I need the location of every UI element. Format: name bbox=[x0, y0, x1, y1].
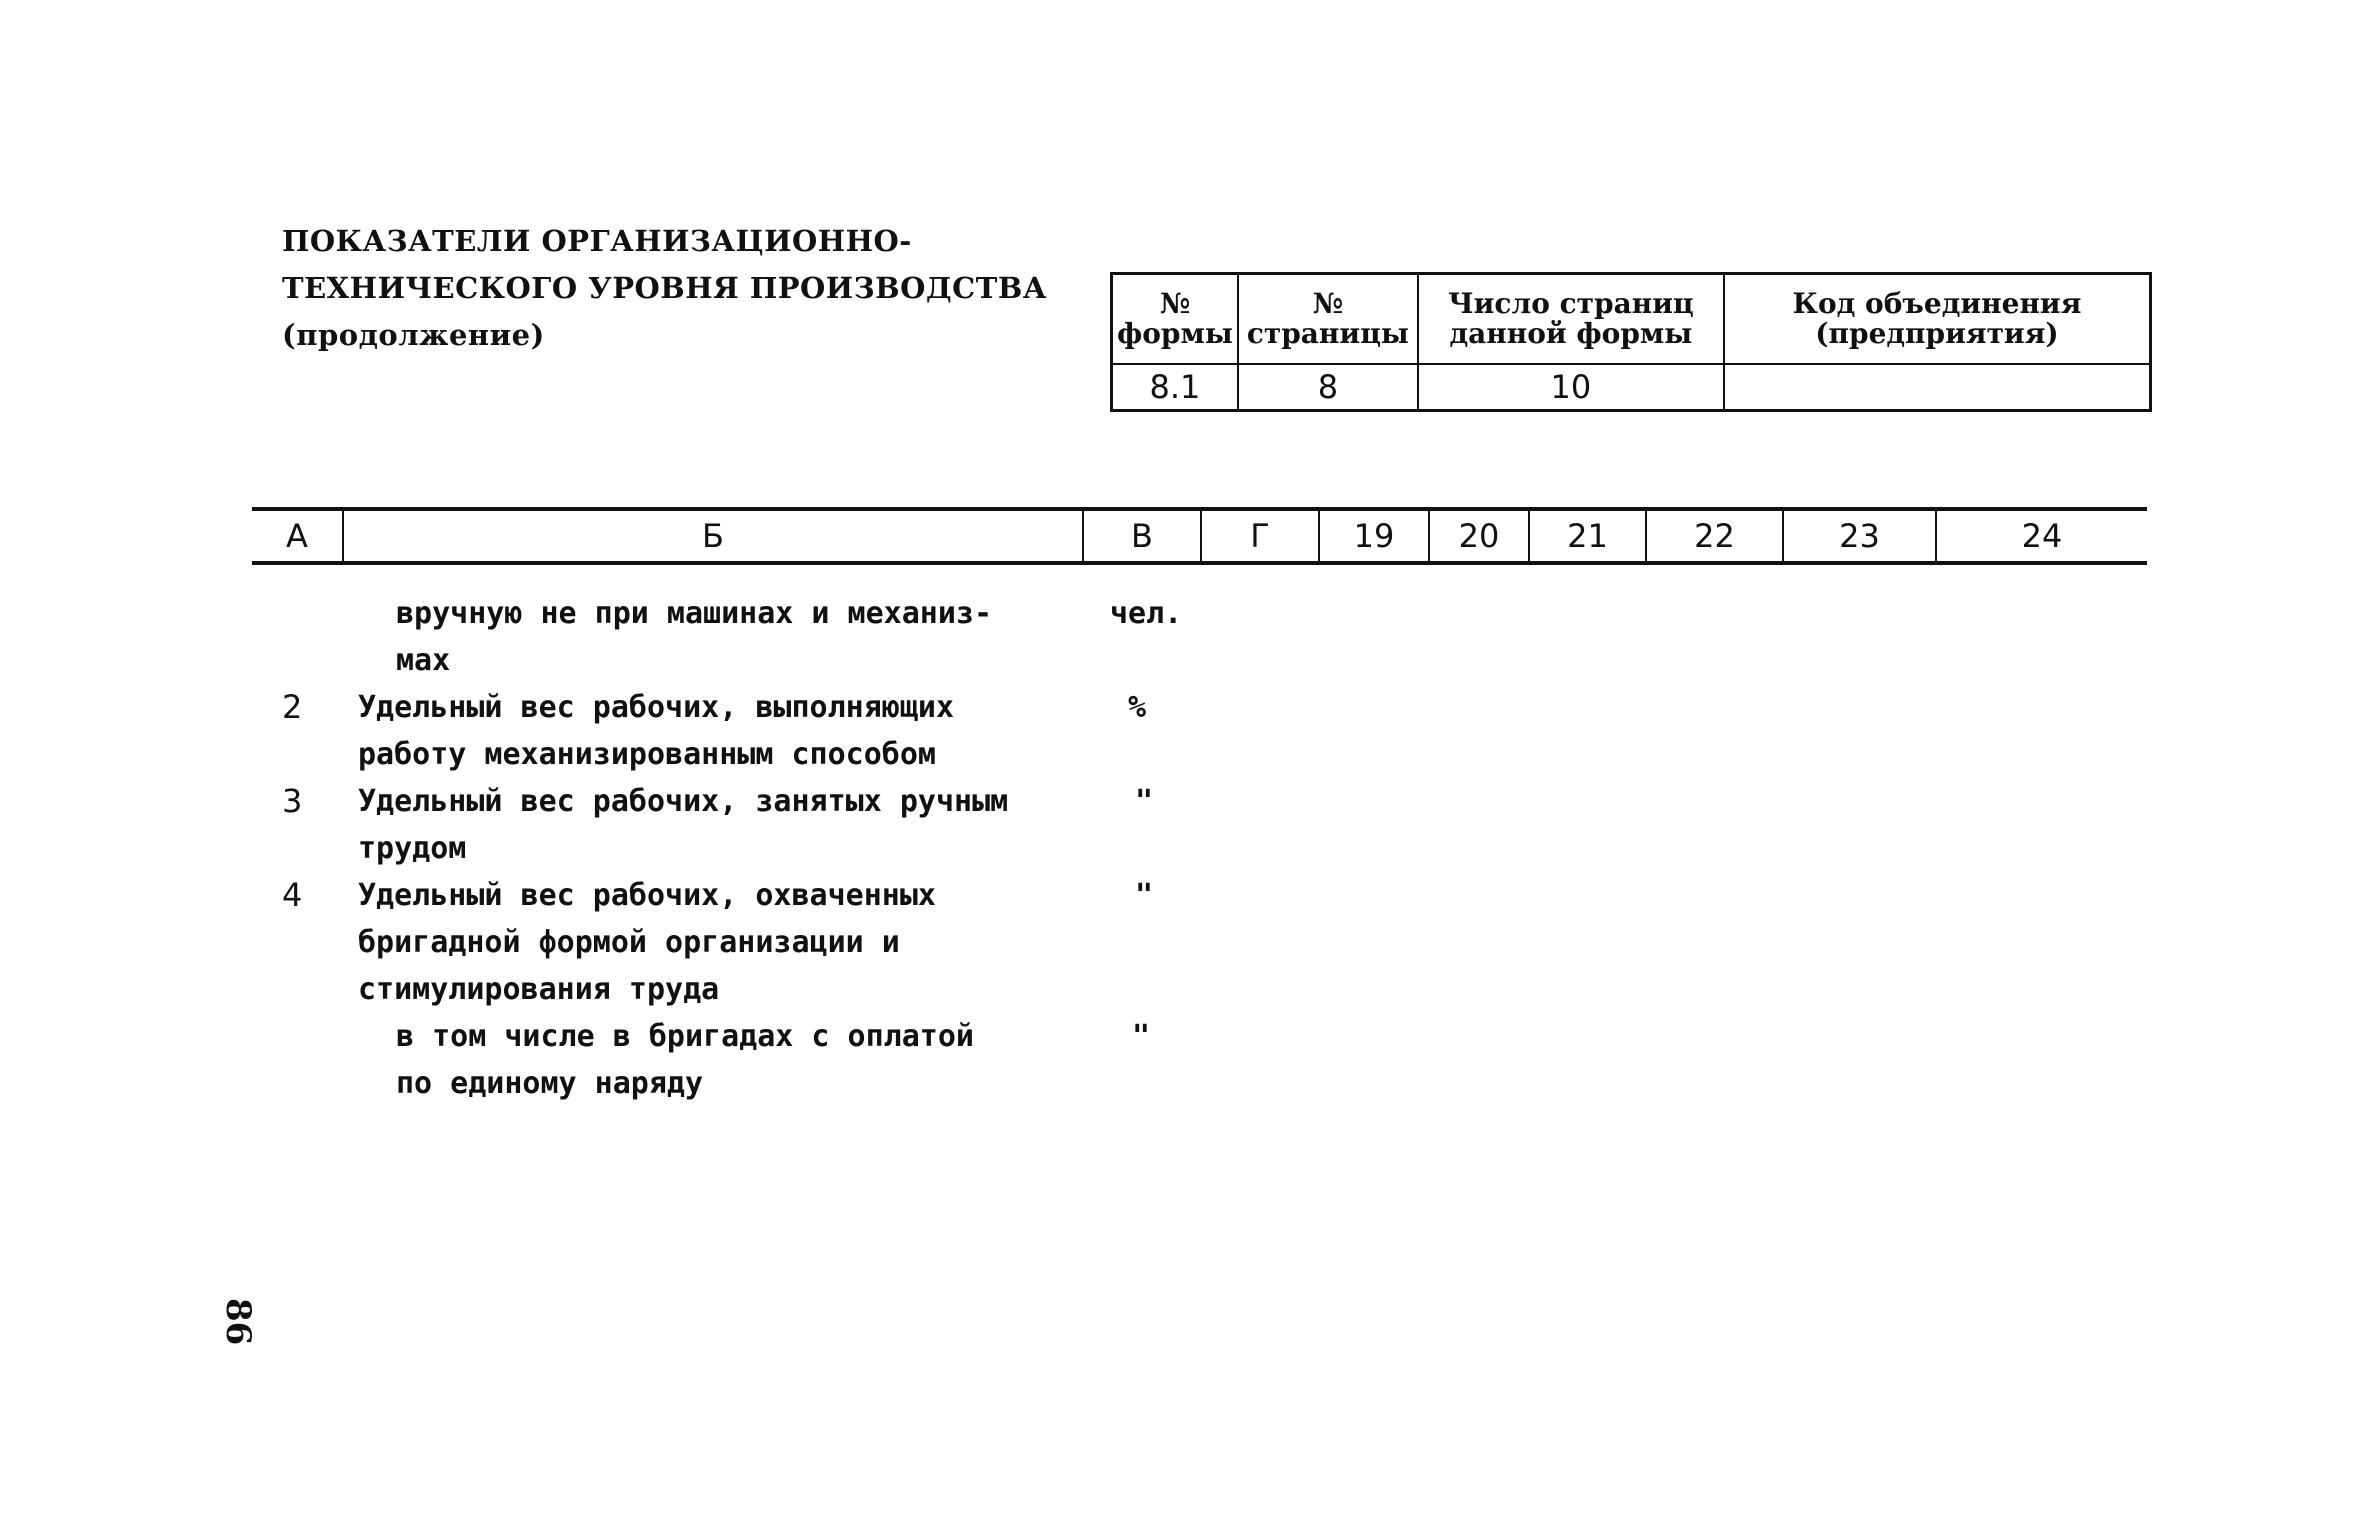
column-header: 24 bbox=[2021, 517, 2063, 555]
page-number-header: № страницы bbox=[1238, 274, 1418, 365]
row-unit: " bbox=[1132, 1019, 1151, 1054]
form-info-table bbox=[1110, 272, 2152, 412]
row-unit: % bbox=[1128, 690, 1147, 725]
page-count-header: Число страниц данной формы bbox=[1418, 274, 1724, 365]
form-number-header: № формы bbox=[1112, 274, 1238, 365]
column-header: 19 bbox=[1320, 511, 1430, 561]
organization-code-value bbox=[1724, 364, 2151, 411]
column-header: 21 bbox=[1530, 511, 1647, 561]
row-number: 3 bbox=[282, 782, 303, 820]
column-header: 20 bbox=[1430, 511, 1530, 561]
row-unit: " bbox=[1135, 784, 1154, 819]
row-number: 2 bbox=[282, 688, 303, 726]
row-unit: чел. bbox=[1110, 596, 1183, 631]
row-description: в том числе в бригадах с оплатой по единому наряду bbox=[396, 1019, 974, 1101]
column-header: А bbox=[252, 511, 344, 561]
row-description: Удельный вес рабочих, занятых ручным трудом bbox=[358, 784, 1009, 866]
page-title bbox=[282, 218, 1047, 359]
title-line-3: (продолжение) bbox=[282, 318, 545, 352]
page-count-value: 10 bbox=[1418, 364, 1724, 411]
column-header: Г bbox=[1202, 511, 1320, 561]
page-number-value: 8 bbox=[1238, 364, 1418, 411]
column-header: 22 bbox=[1647, 511, 1784, 561]
column-header: В bbox=[1084, 511, 1202, 561]
column-header: Б bbox=[344, 511, 1084, 561]
column-header: 23 bbox=[1784, 511, 1937, 561]
form-number-value: 8.1 bbox=[1112, 364, 1238, 411]
title-line-1: ПОКАЗАТЕЛИ ОРГАНИЗАЦИОННО- bbox=[282, 224, 912, 258]
row-number: 4 bbox=[282, 876, 303, 914]
row-description: Удельный вес рабочих, выполняющих работу механизированным способом bbox=[358, 690, 955, 772]
row-description: вручную не при машинах и механиз- мах bbox=[396, 596, 993, 678]
row-description: Удельный вес рабочих, охваченных бригадной формой организации и стимулирования труда bbox=[358, 878, 936, 1007]
organization-code-header: Код объединения (предприятия) bbox=[1724, 274, 2151, 365]
title-line-2: ТЕХНИЧЕСКОГО УРОВНЯ ПРОИЗВОДСТВА bbox=[282, 271, 1047, 305]
page-number: 86 bbox=[218, 1298, 258, 1346]
row-unit: " bbox=[1135, 878, 1154, 913]
column-header-row bbox=[252, 507, 2147, 565]
